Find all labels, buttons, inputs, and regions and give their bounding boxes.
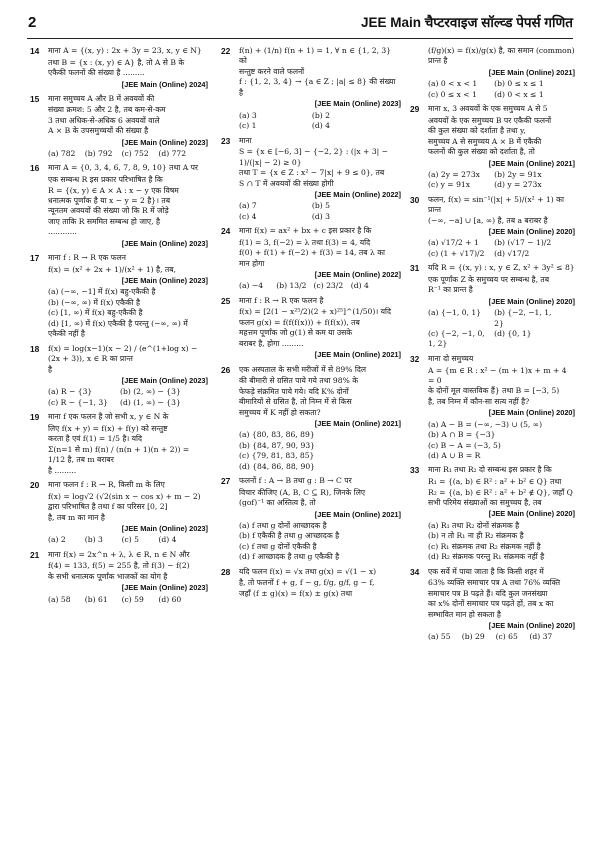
- answer-option: (a) 2y = 273x: [428, 169, 480, 179]
- question-text-line: मान होगा: [239, 258, 265, 268]
- question-text-line: यदि फलन f(x) = √x तथा g(x) = √(1 − x): [239, 566, 377, 576]
- answer-options: [48, 535, 208, 545]
- question-number: 27: [221, 476, 231, 487]
- exam-source-tag: [JEE Main (Online) 2021]: [488, 67, 575, 77]
- question-text-line: माना फलन f : R → R, किसी m के लिए: [48, 480, 165, 490]
- answer-option: (d) 4: [311, 121, 330, 131]
- question-block: [221, 226, 401, 292]
- question-number: 33: [410, 465, 420, 476]
- answer-option: (b) (−∞, ∞) में f(x) एकैकी है: [48, 297, 141, 307]
- answer-option: (d) 4: [158, 535, 177, 545]
- answer-options: [48, 387, 208, 408]
- question-text-line: A × B के उपसमुच्चयों की संख्या है: [48, 126, 149, 136]
- question-text-line: माना R₁ तथा R₂ दो सम्बन्ध इस प्रकार है कि: [428, 465, 552, 475]
- question-first-line: [30, 46, 208, 58]
- page-header: [0, 0, 600, 46]
- exam-source-tag: [JEE Main (Online) 2020]: [488, 509, 575, 519]
- question-text-line: एक सम्बन्ध R इस प्रकार परिभाषित है कि: [48, 175, 163, 185]
- answer-option: (d) √17/2: [494, 248, 530, 258]
- answer-option: (a) 7: [239, 201, 257, 211]
- answer-option: (a) −4: [239, 281, 264, 291]
- question-block: [30, 480, 208, 546]
- answer-options: [239, 430, 401, 472]
- answer-option: (d) {84, 86, 88, 90}: [239, 461, 315, 471]
- question-text-line: है, तब m का मान है: [48, 512, 105, 522]
- question-number: 28: [221, 566, 231, 577]
- answer-option: (b) {84, 87, 90, 93}: [239, 440, 315, 450]
- question-block: [221, 46, 401, 132]
- exam-source-tag: [JEE Main (Online) 2022]: [314, 270, 401, 280]
- question-first-line: [221, 476, 401, 488]
- answer-option: (a) 2: [48, 535, 66, 545]
- question-text-line: न्यूनतम अवयवों की संख्या जो कि R में जोड़े: [48, 206, 169, 216]
- exam-source-tag: [JEE Main (Online) 2023]: [121, 524, 208, 534]
- exam-source-tag: [JEE Main (Online) 2023]: [121, 276, 208, 286]
- question-first-line: [30, 480, 208, 492]
- question-block: [410, 104, 575, 191]
- answer-option: (d) 3: [311, 211, 330, 221]
- answer-options: [239, 281, 401, 291]
- answer-option: (b) (2, ∞) − {3}: [120, 387, 181, 397]
- question-text-line: माना x, 3 अवयवों के एक समुच्चय A से 5: [428, 104, 548, 114]
- question-block: [410, 465, 575, 562]
- question-number: 16: [30, 163, 40, 174]
- answer-option: (c) [1, ∞) में f(x) बहु-एकैकी है: [48, 308, 143, 318]
- question-text-line: माना f एक फलन है जो सभी x, y ∈ N के: [48, 412, 169, 422]
- answer-option: (b) (√17 − 1)/2: [494, 238, 552, 248]
- question-text-line: विचार कीजिए (A, B, C ⊆ R), जिनके लिए: [239, 487, 366, 497]
- column-left: [30, 46, 208, 839]
- question-first-line: [221, 567, 401, 579]
- exam-source-tag: [JEE Main (Online) 2022]: [314, 189, 401, 199]
- question-text-line: बीमारियों से ग्रसित है, तो निम्न में से किस: [239, 397, 352, 407]
- question-number: 29: [410, 104, 420, 115]
- answer-option: (b) A ∩ B = {−3}: [428, 430, 496, 440]
- question-text-line: 3 तथा अधिक-से-अधिक 6 अवयवों वाले: [48, 115, 160, 125]
- question-text-line: यदि R = {(x, y) : x, y ∈ Z, x² + 3y² ≤ 8}: [428, 263, 575, 273]
- question-text-line: f(x) = (x² + 2x + 1)/(x² + 1) है, तब,: [48, 264, 176, 274]
- question-block: [30, 344, 208, 409]
- exam-source-tag: [JEE Main (Online) 2023]: [121, 137, 208, 147]
- question-text-line: एक अस्पताल के सभी मरीजों में से 89% दिल: [239, 364, 367, 374]
- question-first-line: [410, 354, 575, 366]
- question-number: 23: [221, 135, 231, 146]
- answer-option: (d) f आच्छादक है तथा g एकैकी है: [239, 552, 340, 562]
- answer-option: (a) 782: [48, 148, 76, 158]
- question-first-line: [410, 46, 575, 56]
- question-block: [30, 412, 208, 476]
- question-text-line: तथा T = {x ∈ Z : x² − 7|x| + 9 ≤ 0}, तब: [239, 168, 385, 178]
- question-block: [410, 46, 575, 100]
- question-text-line: f(1) = 3, f(−2) = λ तथा f(3) = 4, यदि: [239, 237, 371, 247]
- exam-source-tag: [JEE Main (Online) 2021]: [314, 418, 401, 428]
- question-text-line: जहाँ (f ± g)(x) = f(x) ± g(x) तथा: [239, 588, 353, 598]
- question-text-line: फलन g(x) = f(f(f(x))) + f(f(x)), तब: [239, 317, 360, 327]
- answer-option: (d) 0 < x ≤ 1: [494, 89, 544, 99]
- answer-option: (a) 55: [428, 632, 451, 642]
- answer-options: [239, 201, 401, 222]
- question-text-line: f(x) = log(x−1)(x − 2) / (e^(1+log x) − (2x + 3)), x ∈ R का प्रान्त: [48, 343, 198, 364]
- question-text-line: माना दो समुच्चय: [428, 353, 474, 363]
- answer-option: (b) न तो R₁ ना ही R₂ संक्रमक है: [428, 531, 524, 541]
- question-text-line: f : {1, 2, 3, 4} → {a ∈ Z ; |a| ≤ 8} की संख्या: [239, 77, 396, 87]
- question-number: 32: [410, 353, 420, 364]
- answer-option: (d) 37: [529, 632, 553, 642]
- question-block: [221, 365, 401, 473]
- answer-options: [428, 420, 575, 462]
- question-text-line: फेफड़े संक्रमित पाये गये। यदि K% दोनों: [239, 386, 349, 396]
- question-block: [221, 567, 401, 600]
- question-text-line: f(n) + (1/n) f(n + 1) = 1, ∀ n ∈ {1, 2, 3} को: [239, 46, 392, 66]
- question-text-line: सम्भावित मान हो सकता है: [428, 609, 501, 619]
- question-text-line: अवयवों के एक समुच्चय B पर एकैकी फलनों: [428, 115, 552, 125]
- header-divider: [27, 38, 573, 39]
- question-number: 19: [30, 412, 40, 423]
- question-first-line: [30, 412, 208, 424]
- question-first-line: [221, 136, 401, 148]
- answer-option: (a) A − B = (−∞, −3) ∪ (5, ∞): [428, 419, 543, 429]
- answer-option: (d) A ∪ B = R: [428, 451, 481, 460]
- question-text-line: R⁻¹ का प्रान्त है: [428, 285, 473, 295]
- column-middle: [221, 46, 401, 839]
- answer-option: (a) √17/2 + 1: [428, 238, 479, 248]
- answer-option: (b) f एकैकी है तथा g आच्छादक है: [239, 531, 340, 541]
- question-first-line: [410, 195, 575, 216]
- question-text-line: R₁ = {(a, b) ∈ R² : a² + b² ∈ Q} तथा: [428, 477, 562, 487]
- answer-option: (c) 59: [121, 594, 144, 604]
- answer-options: [428, 170, 575, 191]
- question-text-line: समुच्चय A से समुच्चय A × B में एकैकी: [428, 136, 542, 146]
- question-first-line: [30, 163, 208, 175]
- question-text-line: एकैकी फलनों की संख्या है .........: [48, 68, 145, 78]
- answer-options: [428, 238, 575, 259]
- answer-option: (d) 4: [350, 281, 369, 291]
- exam-source-tag: [JEE Main (Online) 2021]: [314, 509, 401, 519]
- exam-source-tag: [JEE Main (Online) 2020]: [488, 296, 575, 306]
- question-text-line: माना f(x) = ax² + bx + c इस प्रकार है कि: [239, 226, 372, 236]
- question-text-line: माना f : R → R एक फलन: [48, 253, 127, 263]
- answer-option: (d) 60: [158, 594, 182, 604]
- question-text-line: माना f(x) = 2x^n + λ, λ ∈ R, n ∈ N और: [48, 549, 190, 559]
- answer-option: (c) f तथा g दोनों एकैकी है: [239, 541, 317, 551]
- answer-options: [239, 111, 401, 132]
- answer-option: (c) R₁ संक्रमक तथा R₂ संक्रमक नहीं है: [428, 541, 541, 551]
- answer-option: (d) {0, 1}: [494, 328, 532, 338]
- answer-options: [48, 595, 208, 605]
- question-text-line: एक पूर्णांक Z के समुच्चय पर सम्बन्ध है, तब: [428, 274, 550, 284]
- answer-option: (d) y = 273x: [494, 180, 542, 190]
- question-text-line: सन्तुष्ट करने वाले फलनों: [239, 66, 305, 76]
- exam-source-tag: [JEE Main (Online) 2021]: [488, 158, 575, 168]
- answer-option: (c) 65: [495, 632, 518, 642]
- question-text-line: सभी परिमेय संख्याओं का समुच्चय है, तब: [428, 498, 542, 507]
- question-first-line: [30, 550, 208, 562]
- answer-option: (c) {79, 81, 83, 85}: [239, 451, 315, 461]
- question-first-line: [221, 365, 401, 377]
- answer-option: (b) 13/2: [276, 281, 307, 291]
- answer-option: (b) 61: [84, 594, 108, 604]
- question-text-line: संख्या क्रमश: 5 और 2 है, तब कम-से-कम: [48, 105, 166, 115]
- question-number: 14: [30, 46, 40, 56]
- answer-option: (c) 0 ≤ x < 1: [428, 89, 477, 99]
- question-block: [30, 94, 208, 160]
- question-text-line: तथा B = {x : (x, y) ∈ A} है, तो A से B के: [48, 57, 185, 67]
- answer-options: [239, 521, 401, 563]
- answer-option: (c) 1: [239, 121, 257, 131]
- question-first-line: [410, 263, 575, 275]
- question-text-line: माना A = {0, 3, 4, 6, 7, 8, 9, 10} तथा A पर: [48, 163, 199, 173]
- question-block: [410, 354, 575, 462]
- question-text-line: बराबर है, होगा .........: [239, 338, 304, 348]
- question-block: [410, 567, 575, 643]
- question-text-line: प्रान्त है: [428, 56, 448, 66]
- answer-option: (a) 3: [239, 110, 257, 120]
- answer-option: (c) 5: [121, 535, 140, 545]
- question-block: [30, 46, 208, 90]
- question-text-line: S ∩ T में अवयवों की संख्या होगी: [239, 178, 334, 188]
- answer-options: [428, 79, 575, 100]
- answer-option: (d) R₂ संक्रमक परन्तु R₁ संक्रमक नहीं है: [428, 552, 545, 562]
- question-text-line: लिए f(x + y) = f(x) + f(y) को सन्तुष्ट: [48, 423, 168, 433]
- question-text-line: f(4) = 133, f(5) = 255 है, तो f(3) − f(2): [48, 561, 190, 571]
- answer-option: (c) {−2, −1, 0, 1, 2}: [428, 328, 485, 349]
- question-number: 24: [221, 226, 231, 237]
- answer-option: (a) {−1, 0, 1}: [428, 308, 482, 318]
- question-text-line: माना: [239, 135, 252, 145]
- question-text-line: करता है एवं f(1) = 1/5 है। यदि: [48, 434, 143, 444]
- question-number: 21: [30, 549, 40, 560]
- answer-option: (c) 23/2: [313, 281, 344, 291]
- question-text-line: की कुल संख्या को दर्शाता है तथा y,: [428, 126, 526, 136]
- question-text-line: R₂ = {(a, b) ∈ R² : a² + b² ∉ Q}, जहाँ Q: [428, 487, 573, 497]
- question-text-line: है: [239, 87, 244, 97]
- question-first-line: [30, 344, 208, 365]
- question-number: 31: [410, 263, 420, 274]
- answer-option: (d) 772: [158, 148, 187, 158]
- question-text-line: के दोनों मूल वास्तविक हैं} तथा B = [−3, 5): [428, 386, 560, 396]
- question-text-line: है .........: [48, 465, 77, 475]
- question-number: 17: [30, 253, 40, 264]
- answer-option: (b) 0 ≤ x ≤ 1: [494, 79, 544, 89]
- exam-source-tag: [JEE Main (Online) 2021]: [314, 350, 401, 360]
- question-number: 30: [410, 194, 420, 205]
- exam-source-tag: [JEE Main (Online) 2023]: [314, 99, 401, 109]
- answer-option: (b) 3: [84, 535, 103, 545]
- exam-source-tag: [JEE Main (Online) 2020]: [488, 408, 575, 418]
- question-text-line: का x% दोनों समाचार पत्र पढ़ते हों, तब x का: [428, 599, 554, 609]
- question-text-line: (−∞, −a] ∪ [a, ∞) है, तब a बराबर है: [428, 215, 548, 225]
- question-text-line: (f/g)(x) = f(x)/g(x) है, का समान (common): [428, 46, 575, 55]
- question-first-line: [221, 46, 401, 67]
- question-number: 18: [30, 343, 40, 354]
- question-text-line: S = {x ∈ [−6, 3] − {−2, 2} : (|x + 3| − 1)/(|x| − 2) ≥ 0}: [239, 147, 388, 167]
- answer-option: (b) 792: [84, 148, 113, 158]
- question-text-line: महत्तम पूर्णांक जो g(1) से कम या उसके: [239, 328, 353, 338]
- answer-option: (c) y = 91x: [428, 180, 471, 190]
- question-text-line: की बीमारी से ग्रसित पाये गये तथा 98% के: [239, 376, 359, 386]
- question-text-line: फलनों की कुल संख्या को दर्शाता है, तो: [428, 147, 535, 157]
- question-text-line: f(x) = [2(1 − x²⁵/2)(2 + x)²⁵]^(1/50)। यदि: [239, 307, 392, 317]
- question-block: [30, 550, 208, 605]
- question-first-line: [30, 94, 208, 106]
- answer-option: (a) R − {3}: [48, 387, 93, 397]
- question-text-line: फलन, f(x) = sin⁻¹(|x| + 5)/(x² + 1) का प्रान्त: [428, 194, 564, 215]
- question-text-line: (gof)⁻¹ का अस्तित्व है, तो: [239, 498, 316, 508]
- question-text-line: R = {(x, y) ∈ A × A : x − y एक विषम: [48, 185, 179, 195]
- question-text-line: एक सर्वे में पाया जाता है कि किसी शहर में: [428, 566, 544, 576]
- answer-option: (a) 58: [48, 594, 71, 604]
- answer-options: [428, 632, 575, 642]
- exam-source-tag: [JEE Main (Online) 2023]: [121, 583, 208, 593]
- exam-source-tag: [JEE Main (Online) 2024]: [121, 79, 208, 89]
- question-block: [30, 253, 208, 340]
- question-text-line: माना f : R → R एक फलन है: [239, 295, 324, 305]
- question-block: [30, 163, 208, 249]
- exam-source-tag: [JEE Main (Online) 2023]: [121, 238, 208, 248]
- question-first-line: [410, 465, 575, 477]
- answer-option: (c) 752: [121, 148, 149, 158]
- answer-option: (c) B − A = (−3, 5): [428, 440, 501, 450]
- question-text-line: धनात्मक पूर्णांक है या x − y = 2 है}। तब: [48, 195, 171, 205]
- question-number: [410, 46, 428, 56]
- question-block: [221, 136, 401, 223]
- answer-options: [48, 287, 208, 339]
- answer-option: (a) f तथा g दोनों आच्छादक है: [239, 520, 327, 530]
- question-text-line: के सभी धनात्मक पूर्णांक भाजकों का योग है: [48, 571, 168, 581]
- answer-option: (c) R − {−1, 3}: [48, 397, 109, 407]
- question-block: [410, 263, 575, 350]
- answer-option: (b) 2: [311, 110, 330, 120]
- question-text-line: माना A = {(x, y) : 2x + 3y = 23, x, y ∈ N}: [48, 46, 202, 55]
- answer-option: (c) 4: [239, 211, 257, 221]
- exam-source-tag: [JEE Main (Online) 2020]: [488, 227, 575, 237]
- answer-options: [428, 308, 575, 350]
- answer-option: (b) 2y = 91x: [494, 169, 542, 179]
- question-text-line: माना समुच्चय A और B में अवयवों की: [48, 93, 155, 103]
- page-title: JEE Main चैप्टरवाइज सॉल्व्ड पेपर्स गणित: [360, 15, 573, 30]
- answer-option: (a) {80, 83, 86, 89}: [239, 430, 315, 440]
- question-text-line: समुच्चय में K नहीं हो सकता?: [239, 407, 321, 417]
- answer-option: (a) (−∞, −1] में f(x) बहु-एकैकी है: [48, 287, 156, 297]
- question-first-line: [221, 296, 401, 308]
- question-number: 15: [30, 93, 40, 104]
- question-block: [221, 296, 401, 361]
- question-text-line: जाए ताकि R सममित सम्बन्ध हो जाए, है: [48, 216, 160, 226]
- question-text-line: f(x) = log√2 (√2(sin x − cos x) + m − 2): [48, 491, 201, 501]
- question-text-line: फलनों f : A → B तथा g : B → C पर: [239, 476, 352, 486]
- page-number: 2: [28, 14, 37, 31]
- answer-option: (a) 0 < x < 1: [428, 79, 478, 89]
- question-block: [221, 476, 401, 563]
- question-number: 34: [410, 566, 420, 577]
- answer-option: (b) 29: [461, 632, 485, 642]
- question-text-line: समाचार पत्र B पढ़ते हैं। यदि कुल जनसंख्या: [428, 588, 548, 598]
- answer-option: (b) 5: [311, 201, 330, 211]
- question-number: 26: [221, 364, 231, 375]
- question-text-line: है, तब निम्न में कौन-सा सत्य नहीं है?: [428, 396, 530, 406]
- question-first-line: [30, 253, 208, 265]
- question-text-line: है: [48, 364, 53, 374]
- question-first-line: [410, 567, 575, 579]
- question-first-line: [221, 226, 401, 238]
- question-first-line: [410, 104, 575, 116]
- question-text-line: द्वारा परिभाषित है तथा f का परिसर [0, 2]: [48, 502, 168, 512]
- answer-option: (c) (1 + √17)/2: [428, 248, 485, 258]
- exam-source-tag: [JEE Main (Online) 2020]: [488, 621, 575, 631]
- answer-option: (d) [1, ∞) में f(x) एकैकी है परन्तु (−∞, ∞) में एकैकी नहीं है: [48, 318, 188, 339]
- question-text-line: Σ(n=1 से m) f(n) / (n(n + 1)(n + 2)) = 1/12 है, तब m बराबर: [48, 444, 190, 465]
- question-text-line: 63% व्यक्ति समाचार पत्र A तथा 76% व्यक्ति: [428, 578, 561, 588]
- question-text-line: f(0) + f(1) + f(−2) + f(3) = 14, तब λ का: [239, 248, 385, 258]
- answer-option: (b) {−2, −1, 1, 2}: [494, 308, 552, 328]
- column-right: [410, 46, 575, 839]
- question-number: 22: [221, 46, 231, 56]
- question-number: 25: [221, 295, 231, 306]
- question-text-line: A = {m ∈ R : x² − (m + 1)x + m + 4 = 0: [428, 365, 567, 385]
- answer-options: [48, 149, 208, 159]
- question-text-line: ............: [48, 227, 77, 237]
- answer-option: (a) R₁ तथा R₂ दोनों संक्रमक है: [428, 520, 520, 530]
- question-number: 20: [30, 480, 40, 491]
- question-text-line: है, तो फलनों f + g, f − g, f/g, g/f, g − f,: [239, 578, 375, 588]
- question-block: [410, 195, 575, 260]
- answer-option: (d) (1, ∞) − {3}: [120, 397, 181, 407]
- answer-options: [428, 521, 575, 563]
- exam-source-tag: [JEE Main (Online) 2023]: [121, 376, 208, 386]
